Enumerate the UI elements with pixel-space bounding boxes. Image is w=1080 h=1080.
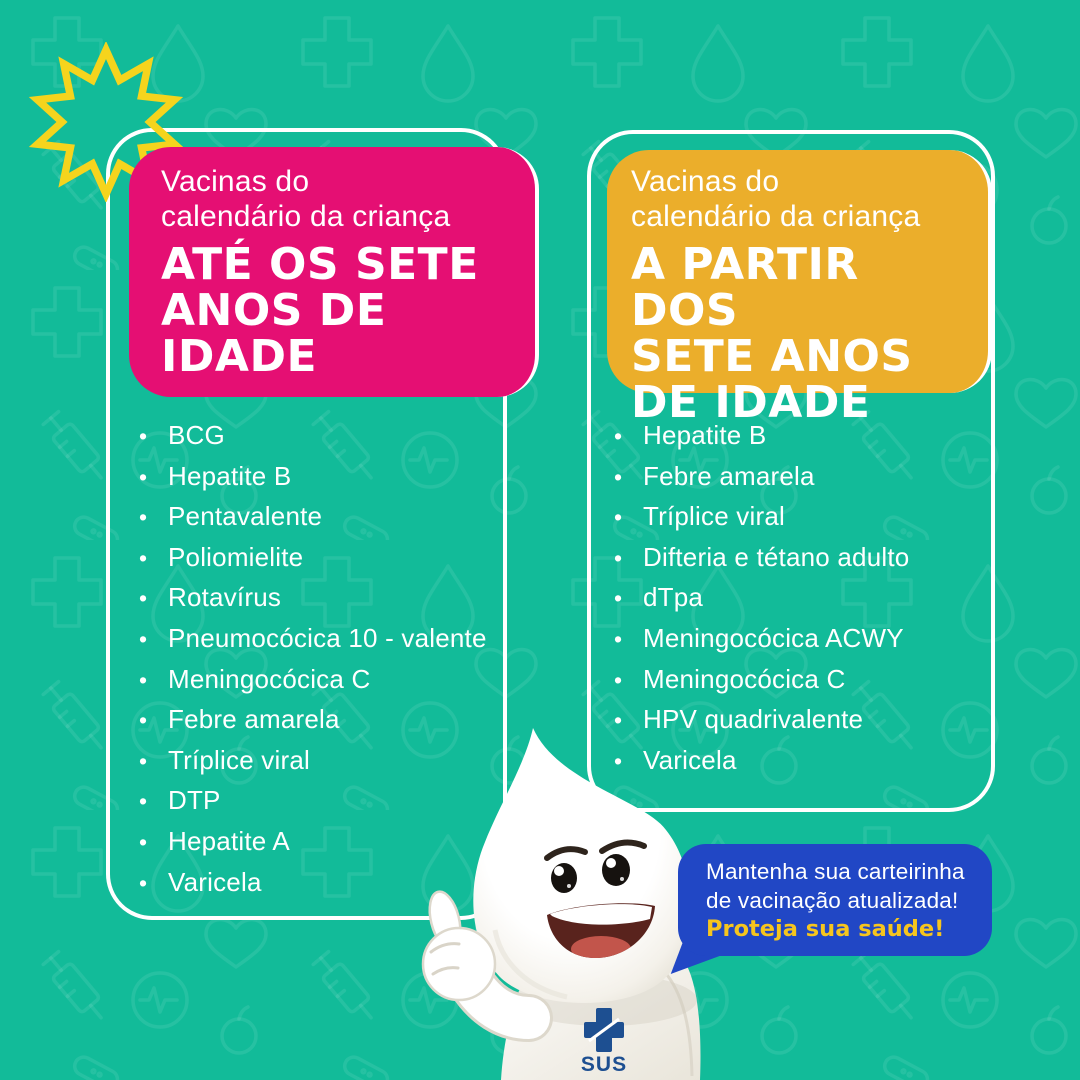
vaccine-name: Tríplice viral (643, 501, 785, 532)
bubble-highlight-text: Proteja sua saúde! (706, 916, 945, 942)
speech-bubble (678, 844, 992, 956)
bullet-icon: • (139, 666, 148, 693)
bullet-icon: • (614, 707, 623, 734)
list-item (131, 497, 511, 538)
vaccine-name: Febre amarela (168, 704, 340, 735)
right-intro-line: Vacinas do (631, 165, 780, 198)
right-card-title: A PARTIR DOS SETE ANOS DE IDADE (631, 239, 913, 428)
list-item (131, 538, 511, 579)
list-item (606, 578, 996, 619)
list-item (606, 619, 996, 660)
bullet-icon: • (139, 544, 148, 571)
left-intro-line: calendário da criança (161, 200, 451, 233)
bullet-icon: • (614, 504, 623, 531)
vaccine-name: Rotavírus (168, 582, 282, 613)
bullet-icon: • (614, 585, 623, 612)
vaccine-name: dTpa (643, 582, 704, 613)
vaccine-name: Pneumocócica 10 - valente (168, 622, 487, 653)
list-item (131, 457, 511, 498)
list-item (606, 660, 996, 701)
list-item (606, 538, 996, 579)
ze-gotinha-mascot (395, 718, 725, 1080)
vaccine-name: Hepatite A (168, 825, 290, 856)
list-item (131, 660, 511, 701)
bullet-icon: • (139, 788, 148, 815)
vaccine-name: Difteria e tétano adulto (643, 541, 910, 572)
vaccine-name: Tríplice viral (168, 744, 310, 775)
right-intro-line: calendário da criança (631, 200, 921, 233)
bullet-icon: • (139, 707, 148, 734)
vaccine-name: Hepatite B (643, 420, 767, 450)
bubble-text-line: de vacinação atualizada! (706, 888, 959, 913)
right-header-card (607, 150, 992, 428)
mascot-eye-left (551, 863, 577, 893)
list-item (606, 457, 996, 498)
list-item (131, 416, 511, 457)
mascot-fist (423, 928, 495, 1000)
vaccine-name: Meningocócica C (168, 663, 371, 694)
vaccine-name: HPV quadrivalente (643, 704, 864, 735)
bullet-icon: • (139, 463, 148, 490)
vaccine-name: Meningocócica C (643, 663, 846, 694)
list-item (131, 619, 511, 660)
bullet-icon: • (139, 585, 148, 612)
left-intro-line: Vacinas do (161, 165, 310, 198)
mascot-head (473, 728, 690, 1003)
bullet-icon: • (139, 869, 148, 896)
bullet-icon: • (614, 625, 623, 652)
bullet-icon: • (614, 666, 623, 693)
bullet-icon: • (614, 463, 623, 490)
left-card-title: ATÉ OS SETE ANOS DE IDADE (161, 239, 479, 382)
left-header-card (129, 147, 539, 397)
bullet-icon: • (139, 504, 148, 531)
bullet-icon: • (139, 747, 148, 774)
bullet-icon: • (139, 625, 148, 652)
vaccine-name: Varicela (168, 866, 262, 897)
vaccine-name: DTP (168, 785, 221, 816)
bullet-icon: • (614, 747, 623, 774)
vaccine-name: Febre amarela (643, 460, 815, 491)
bullet-icon: • (614, 544, 623, 571)
bullet-icon: • (614, 423, 623, 449)
vaccine-name: Hepatite B (168, 460, 292, 491)
vaccine-name: Pentavalente (168, 501, 323, 532)
vaccine-name: Meningocócica ACWY (643, 622, 904, 653)
bubble-text-line: Mantenha sua carteirinha (706, 859, 965, 884)
vaccine-name: Varicela (643, 744, 737, 775)
sus-label: SUS (580, 1053, 628, 1076)
bullet-icon: • (139, 423, 148, 449)
list-item (606, 416, 996, 457)
list-item (606, 497, 996, 538)
mascot-eye-right (602, 854, 630, 886)
vaccine-name: Poliomielite (168, 541, 304, 572)
bullet-icon: • (139, 828, 148, 855)
vaccine-name: BCG (168, 420, 225, 450)
list-item (131, 578, 511, 619)
